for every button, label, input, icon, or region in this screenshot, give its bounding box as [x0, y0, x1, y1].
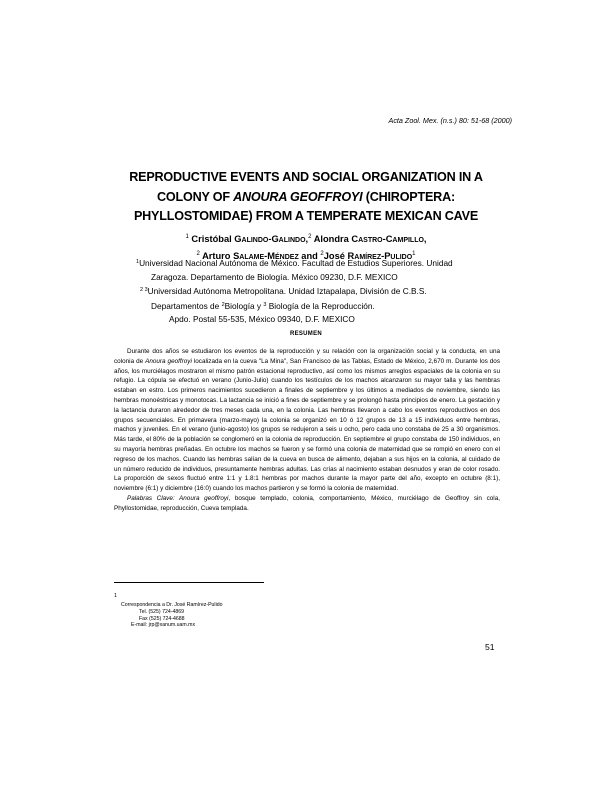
keywords-paragraph: [114, 494, 500, 514]
title-line-2-pre: COLONY OF: [157, 189, 234, 204]
affiliation-2-text-1: Universidad Autónoma Metropolitana. Unidad Iztapalapa, División de C.B.S.: [147, 286, 427, 296]
abstract-text-b: localizada en la cueva "La Mina", San Francisco de las Tablas, Estado de México, 2,670 m. Durante los dos años, los murciélagos mostraron el mismo patrón estacional reproductivo, así como los mismos arreglos espaciales de la colonia en su refugio. La cópula se efectuó en verano (Junio-Julio) cuando los testículos de los machos alcanzaron su mayor talla y las hembras estaban en estro. Los primeros nacimientos sucedieron a finales de septiembre y los últimos a mediados de noviembre, siendo las hembras monoéstricas y monotocas. La lactancia se inició a fines de septiembre y se prolongó hasta principios de enero. La gestación y la lactancia duraron alrededor de tres meses cada una, en la colonia. Las hembras llevaron a cabo los eventos reproductivos en dos grupos secuenciales. En primavera (marzo-mayo) la colonia se organizó en 10 ó 12 grupos de 13 a 15 individuos entre hembras, machos y juveniles. En el verano (junio-agosto) los grupos se redujeron a seis u ocho, pero cada uno constaba de 25 a 30 organismos. Más tarde, el 80% de la población se conglomeró en la colonia de reproducción. En septiembre el grupo constaba de 150 individuos, en su mayoría hembras preñadas. En octubre los machos se fueron y se formó una colonia de maternidad que se rompió en enero con el regreso de los machos. Cuando las hembras salían de la cueva en busca de alimento, dejaban a sus hijos en la colonia, al cuidado de un número reducido de individuos, presuntamente hembras adultas. Las crías al nacimiento estaban desnudos y eran de color rosado. La proporción de sexos fluctuó entre 1:1 y 1.8:1 hembras por machos durante la mayor parte del año, excepto en octubre (8:1), noviembre (6:1) y diciembre (16:0) cuando los machos partieron y se formó la colonia de maternidad.: [114, 357, 500, 493]
title-line-1: REPRODUCTIVE EVENTS AND SOCIAL ORGANIZATION IN A: [129, 170, 483, 184]
author-3-sup: 2: [196, 250, 200, 257]
affiliation-2-line-3: Apdo. Postal 55-535, México 09340, D.F. MEXICO: [169, 314, 355, 324]
author-2-last: Castro-Campillo,: [351, 234, 427, 244]
author-4-first: José: [323, 250, 348, 261]
affiliation-2-sup: 2 3: [140, 287, 148, 293]
title-species-name: ANOURA GEOFFROYI: [233, 189, 363, 204]
affiliation-2-text-2c: Biología de la Reproducción.: [266, 300, 375, 311]
title-line-2: [100, 188, 512, 208]
page-number: 51: [485, 642, 495, 652]
affiliation-1-line-2: Zaragoza. Departamento de Biología. México 09230, D.F. MEXICO: [151, 271, 398, 282]
footnote: [121, 602, 223, 629]
keywords-text: , bosque templado, colonia, comportamiento, México, murciélago de Geoffroy sin cola, Phyllostomidae, reproducción, Cueva templada.: [114, 494, 500, 512]
affiliation-2-sup-c: 3: [263, 301, 267, 308]
abstract-species: Anoura geoffroyi: [145, 357, 192, 365]
author-4-sup: 2: [320, 250, 324, 257]
affiliation-2-text-2a: Departamentos de: [151, 300, 222, 311]
title-line-2-post: (CHIROPTERA:: [362, 189, 455, 204]
footnote-number: 1: [114, 593, 118, 599]
author-1-first: Cristóbal: [191, 234, 235, 244]
footnote-rule: [114, 582, 264, 583]
affiliation-2-line-2: [136, 299, 516, 314]
author-3-last: Salame-Méndez: [233, 250, 299, 261]
footnote-line-1: Correspondencia a Dr. José Ramírez-Pulido: [121, 602, 223, 608]
author-1-sup: 1: [185, 234, 189, 240]
footnote-line-3: Fax (525) 724-4688: [139, 615, 185, 622]
affiliations: [136, 256, 516, 327]
affiliation-1-text-1: Universidad Nacional Autónoma de México. Facultad de Estudios Superiores. Unidad: [139, 258, 453, 268]
keywords-label: Palabras Clave:: [127, 494, 180, 502]
footnote-line-4: E-mail: jrp@xanum.uam.mx: [131, 622, 196, 629]
author-line-1: [100, 230, 512, 247]
footnote-line-2: Tel. (525) 724-4869: [139, 608, 184, 615]
author-4-sup-end: 1: [412, 250, 416, 257]
affiliation-1-sup: 1: [136, 259, 140, 265]
author-and: and: [298, 250, 321, 261]
affiliation-2-sup-b: 2: [221, 301, 225, 308]
title-line-3: PHYLLOSTOMIDAE) FROM A TEMPERATE MEXICAN CAVE: [133, 209, 479, 223]
keywords-species: Anoura geoffroyi: [179, 494, 229, 502]
abstract-text-a: Durante dos años se estudiaron los eventos de la reproducción y su relación con la organización social y la conducta, en una colonia de: [114, 348, 500, 365]
resumen-heading: RESUMEN: [289, 331, 323, 337]
author-2-first: Alondra: [311, 234, 352, 244]
abstract-paragraph: [114, 347, 500, 494]
paper-title: [100, 168, 512, 227]
author-1-last: Galindo-Galindo,: [234, 234, 309, 244]
abstract-body: [114, 347, 500, 514]
author-3-first: Arturo: [202, 250, 234, 261]
affiliation-2-text-2b: Biología y: [224, 300, 264, 311]
author-4-last: Ramírez-Pulido: [347, 250, 413, 261]
affiliation-1-line-1: [136, 256, 516, 271]
journal-reference: Acta Zool. Mex. (n.s.) 80: 51-68 (2000): [388, 116, 512, 125]
author-2-sup: 2: [308, 234, 312, 240]
affiliation-2-line-1: [136, 284, 516, 299]
